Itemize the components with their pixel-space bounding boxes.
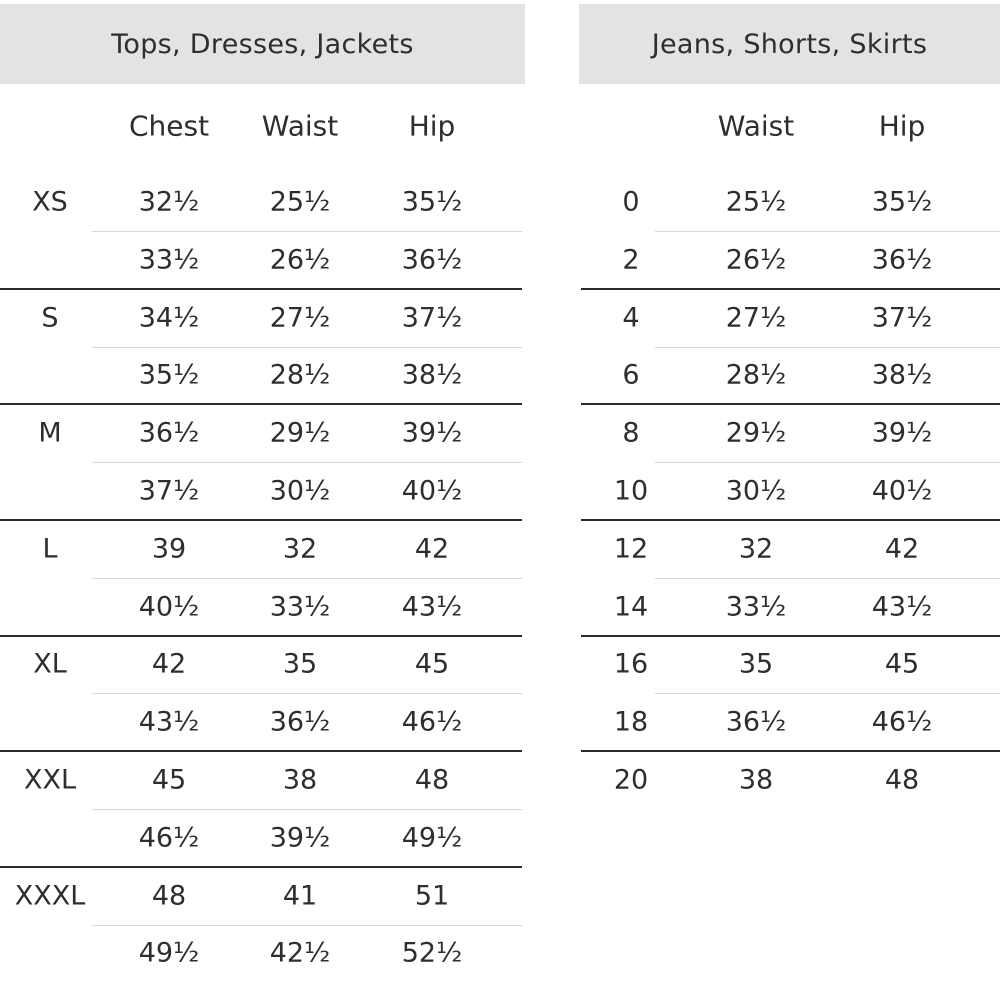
measurement-cell: 39½	[269, 822, 331, 854]
measurement-cell: 42	[884, 533, 920, 565]
row-divider	[92, 231, 522, 232]
measurement-cell: 27½	[269, 302, 331, 334]
measurement-cell: 29½	[725, 417, 787, 449]
measurement-cell: 37½	[138, 475, 200, 507]
column-header: Waist	[261, 109, 339, 143]
group-divider	[0, 866, 522, 868]
group-divider	[581, 635, 1000, 637]
measurement-cell: 35	[282, 648, 318, 680]
column-header: Chest	[128, 109, 210, 143]
measurement-cell: 33½	[138, 244, 200, 276]
measurement-cell: 36½	[138, 417, 200, 449]
measurement-cell: 32½	[138, 186, 200, 218]
measurement-cell: 26½	[269, 244, 331, 276]
row-divider	[92, 462, 522, 463]
measurement-cell: 38½	[401, 359, 463, 391]
measurement-cell: 42	[414, 533, 450, 565]
measurement-cell: 28½	[269, 359, 331, 391]
tops-table-title: Tops, Dresses, Jackets	[0, 4, 525, 84]
measurement-cell: 27½	[725, 302, 787, 334]
row-divider	[92, 809, 522, 810]
size-label: 0	[622, 186, 640, 218]
size-label: XXXL	[14, 880, 86, 912]
measurement-cell: 49½	[401, 822, 463, 854]
size-label: 18	[613, 706, 649, 738]
measurement-cell: 43½	[871, 591, 933, 623]
column-header: Waist	[717, 109, 795, 143]
group-divider	[581, 519, 1000, 521]
measurement-cell: 38	[282, 764, 318, 796]
row-divider	[655, 347, 1000, 348]
group-divider	[0, 519, 522, 521]
measurement-cell: 26½	[725, 244, 787, 276]
measurement-cell: 45	[414, 648, 450, 680]
size-label: 20	[613, 764, 649, 796]
measurement-cell: 33½	[269, 591, 331, 623]
measurement-cell: 40½	[138, 591, 200, 623]
measurement-cell: 37½	[401, 302, 463, 334]
size-label: 16	[613, 648, 649, 680]
measurement-cell: 36½	[269, 706, 331, 738]
size-label: 12	[613, 533, 649, 565]
group-divider	[581, 750, 1000, 752]
group-divider	[581, 403, 1000, 405]
measurement-cell: 46½	[401, 706, 463, 738]
measurement-cell: 39½	[401, 417, 463, 449]
measurement-cell: 35	[738, 648, 774, 680]
measurement-cell: 40½	[401, 475, 463, 507]
column-header: Hip	[408, 109, 456, 143]
measurement-cell: 38½	[871, 359, 933, 391]
group-divider	[0, 635, 522, 637]
measurement-cell: 25½	[269, 186, 331, 218]
measurement-cell: 41	[282, 880, 318, 912]
measurement-cell: 34½	[138, 302, 200, 334]
measurement-cell: 46½	[138, 822, 200, 854]
row-divider	[655, 231, 1000, 232]
measurement-cell: 28½	[725, 359, 787, 391]
measurement-cell: 30½	[725, 475, 787, 507]
measurement-cell: 35½	[138, 359, 200, 391]
measurement-cell: 51	[414, 880, 450, 912]
group-divider	[0, 403, 522, 405]
group-divider	[581, 288, 1000, 290]
size-label: 10	[613, 475, 649, 507]
measurement-cell: 48	[414, 764, 450, 796]
measurement-cell: 43½	[401, 591, 463, 623]
size-label: XXL	[23, 764, 77, 796]
measurement-cell: 43½	[138, 706, 200, 738]
size-label: 8	[622, 417, 640, 449]
row-divider	[92, 347, 522, 348]
row-divider	[655, 693, 1000, 694]
measurement-cell: 29½	[269, 417, 331, 449]
measurement-cell: 45	[151, 764, 187, 796]
row-divider	[92, 925, 522, 926]
measurement-cell: 36½	[725, 706, 787, 738]
size-label: M	[38, 417, 62, 449]
row-divider	[655, 578, 1000, 579]
size-label: 14	[613, 591, 649, 623]
group-divider	[0, 288, 522, 290]
jeans-size-table	[579, 0, 1000, 1000]
measurement-cell: 33½	[725, 591, 787, 623]
size-label: S	[41, 302, 59, 334]
column-header: Hip	[878, 109, 926, 143]
measurement-cell: 32	[738, 533, 774, 565]
row-divider	[92, 578, 522, 579]
size-label: 2	[622, 244, 640, 276]
measurement-cell: 36½	[871, 244, 933, 276]
measurement-cell: 49½	[138, 937, 200, 969]
measurement-cell: 42	[151, 648, 187, 680]
measurement-cell: 48	[884, 764, 920, 796]
measurement-cell: 25½	[725, 186, 787, 218]
size-label: XS	[32, 186, 68, 218]
row-divider	[655, 462, 1000, 463]
measurement-cell: 35½	[871, 186, 933, 218]
measurement-cell: 46½	[871, 706, 933, 738]
measurement-cell: 36½	[401, 244, 463, 276]
measurement-cell: 52½	[401, 937, 463, 969]
measurement-cell: 48	[151, 880, 187, 912]
measurement-cell: 45	[884, 648, 920, 680]
measurement-cell: 35½	[401, 186, 463, 218]
size-label: L	[42, 533, 58, 565]
size-label: 4	[622, 302, 640, 334]
size-label: 6	[622, 359, 640, 391]
group-divider	[0, 750, 522, 752]
measurement-cell: 40½	[871, 475, 933, 507]
measurement-cell: 30½	[269, 475, 331, 507]
row-divider	[92, 693, 522, 694]
measurement-cell: 39	[151, 533, 187, 565]
measurement-cell: 38	[738, 764, 774, 796]
jeans-table-title: Jeans, Shorts, Skirts	[579, 4, 1000, 84]
measurement-cell: 42½	[269, 937, 331, 969]
measurement-cell: 39½	[871, 417, 933, 449]
measurement-cell: 32	[282, 533, 318, 565]
measurement-cell: 37½	[871, 302, 933, 334]
size-label: XL	[33, 648, 67, 680]
